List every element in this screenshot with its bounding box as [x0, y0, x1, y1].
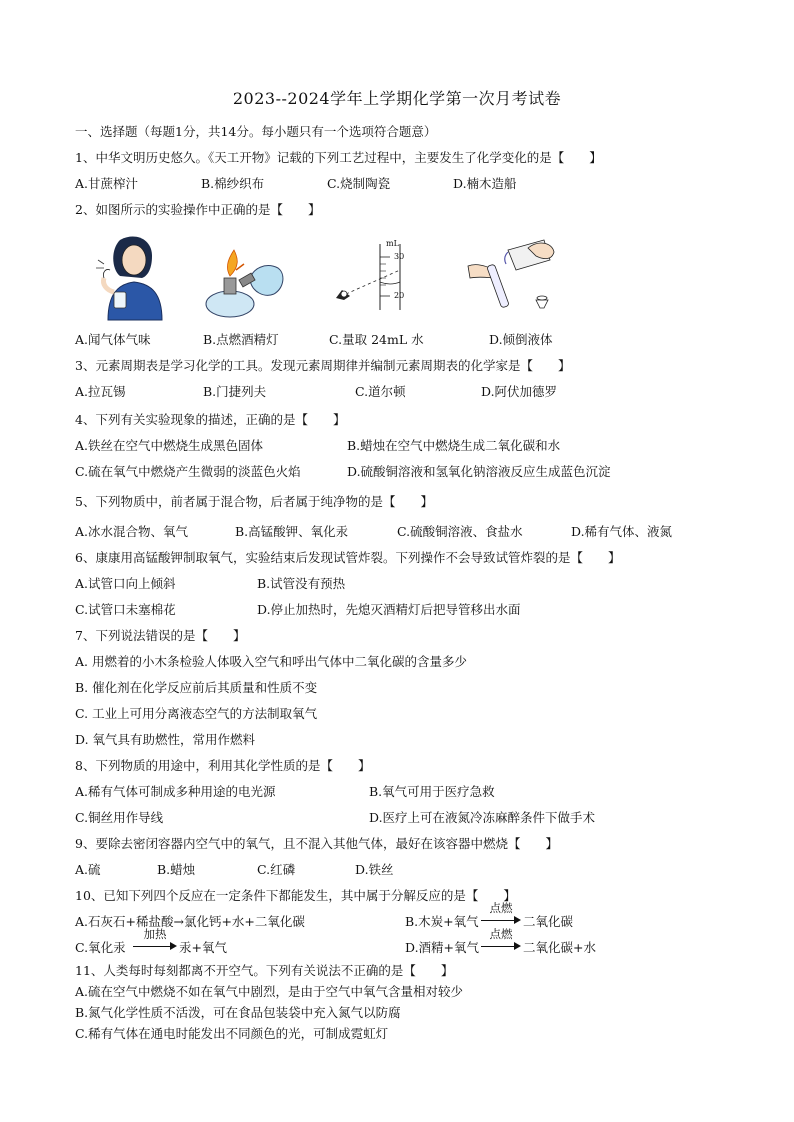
q2-option-a: A.闻气体气味: [75, 332, 151, 347]
q10-option-d-condition: 点燃: [489, 927, 513, 941]
q2-option-b: B.点燃酒精灯: [203, 332, 279, 347]
q5-option-d: D.稀有气体、液氮: [571, 524, 673, 539]
pour-liquid-illustration: [464, 238, 558, 312]
q11-option-c: C.稀有气体在通电时能发出不同颜色的光，可制成霓虹灯: [75, 1026, 389, 1041]
q7-stem: 7、下列说法错误的是【 】: [75, 628, 246, 643]
q6-stem: 6、康康用高锰酸钾制取氧气，实验结束后发现试管炸裂。下列操作不会导致试管炸裂的是【 】: [75, 550, 621, 565]
q10-option-d-products: 二氧化碳+水: [523, 940, 596, 955]
q3-option-c: C.道尔顿: [355, 384, 406, 399]
q11-option-b: B.氮气化学性质不活泼，可在食品包装袋中充入氮气以防腐: [75, 1005, 401, 1020]
q3-stem: 3、元素周期表是学习化学的工具。发现元素周期律并编制元素周期表的化学家是【 】: [75, 358, 571, 373]
q10-option-b-arrow: [481, 901, 521, 922]
q10-option-c-condition: 加热: [143, 927, 167, 941]
q2-option-d: D.倾倒液体: [489, 332, 553, 347]
q10-option-c-reactants: C.氧化汞: [75, 940, 126, 955]
q6-option-b: B.试管没有预热: [257, 576, 346, 591]
q10-option-d-arrow: [481, 927, 521, 948]
q9-stem: 9、要除去密闭容器内空气中的氧气，且不混入其他气体，最好在该容器中燃烧【 】: [75, 836, 558, 851]
q4-option-b: B.蜡烛在空气中燃烧生成二氧化碳和水: [347, 438, 561, 453]
q11-option-a: A.硫在空气中燃烧不如在氧气中剧烈，是由于空气中氧气含量相对较少: [75, 984, 464, 999]
q7-option-a: A. 用燃着的小木条检验人体吸入空气和呼出气体中二氧化碳的含量多少: [75, 654, 467, 669]
q6-option-c: C.试管口未塞棉花: [75, 602, 176, 617]
q6-option-d: D.停止加热时，先熄灭酒精灯后把导管移出水面: [257, 602, 521, 617]
q1-option-b: B.棉纱织布: [201, 176, 265, 191]
q8-option-d: D.医疗上可在液氮冷冻麻醉条件下做手术: [369, 810, 596, 825]
q1-option-c: C.烧制陶瓷: [327, 176, 391, 191]
q8-stem: 8、下列物质的用途中，利用其化学性质的是【 】: [75, 758, 371, 773]
q6-option-a: A.试管口向上倾斜: [75, 576, 176, 591]
exam-title: 2023--2024学年上学期化学第一次月考试卷: [232, 89, 562, 108]
q10-option-d-reactants: D.酒精+氧气: [405, 940, 480, 955]
q10-option-a: A.石灰石+稀盐酸→氯化钙+水+二氧化碳: [75, 914, 305, 929]
q10-option-c-arrow: [133, 927, 177, 948]
q7-option-c: C. 工业上可用分离液态空气的方法制取氧气: [75, 706, 318, 721]
measuring-cylinder-illustration: [330, 240, 420, 312]
q4-option-a: A.铁丝在空气中燃烧生成黑色固体: [75, 438, 264, 453]
q3-option-d: D.阿伏加德罗: [481, 384, 558, 399]
q9-option-a: A.硫: [75, 862, 101, 877]
q4-stem: 4、下列有关实验现象的描述，正确的是【 】: [75, 412, 346, 427]
q10-option-b-condition: 点燃: [489, 901, 513, 915]
q7-option-b: B. 催化剂在化学反应前后其质量和性质不变: [75, 680, 318, 695]
cylinder-tick-30: 30: [394, 252, 405, 261]
q5-option-c: C.硫酸铜溶液、食盐水: [397, 524, 523, 539]
q11-stem: 11、人类每时每刻都离不开空气。下列有关说法不正确的是【 】: [75, 963, 454, 978]
q5-stem: 5、下列物质中，前者属于混合物，后者属于纯净物的是【 】: [75, 494, 433, 509]
q10-stem: 10、已知下列四个反应在一定条件下都能发生，其中属于分解反应的是【 】: [75, 888, 516, 903]
q10-option-b-products: 二氧化碳: [523, 914, 574, 929]
q9-option-b: B.蜡烛: [157, 862, 196, 877]
cylinder-unit-label: mL: [386, 239, 399, 248]
q3-option-b: B.门捷列夫: [203, 384, 267, 399]
q7-option-d: D. 氧气具有助燃性，常用作燃料: [75, 732, 256, 747]
q10-option-b-reactants: B.木炭+氧气: [405, 914, 479, 929]
q10-option-c-products: 汞+氧气: [179, 940, 227, 955]
q8-option-c: C.铜丝用作导线: [75, 810, 164, 825]
q1-option-a: A.甘蔗榨汁: [75, 176, 139, 191]
q3-option-a: A.拉瓦锡: [75, 384, 126, 399]
q8-option-b: B.氧气可用于医疗急救: [369, 784, 495, 799]
q4-option-c: C.硫在氧气中燃烧产生微弱的淡蓝色火焰: [75, 464, 301, 479]
lighting-lamp-illustration: [200, 240, 286, 324]
q2-option-c: C.量取 24mL 水: [329, 332, 424, 347]
q1-stem: 1、中华文明历史悠久。《天工开物》记载的下列工艺过程中，主要发生了化学变化的是【 】: [75, 150, 602, 165]
smell-gas-illustration: [90, 232, 176, 324]
q5-option-b: B.高锰酸钾、氧化汞: [235, 524, 349, 539]
q9-option-d: D.铁丝: [355, 862, 394, 877]
section-heading: 一、选择题（每题1分，共14分。每小题只有一个选项符合题意）: [75, 124, 437, 139]
q5-option-a: A.冰水混合物、氧气: [75, 524, 189, 539]
q2-stem: 2、如图所示的实验操作中正确的是【 】: [75, 202, 321, 217]
q8-option-a: A.稀有气体可制成多种用途的电光源: [75, 784, 276, 799]
q4-option-d: D.硫酸铜溶液和氢氧化钠溶液反应生成蓝色沉淀: [347, 464, 611, 479]
q9-option-c: C.红磷: [257, 862, 296, 877]
q1-option-d: D.楠木造船: [453, 176, 517, 191]
cylinder-tick-20: 20: [394, 291, 405, 300]
